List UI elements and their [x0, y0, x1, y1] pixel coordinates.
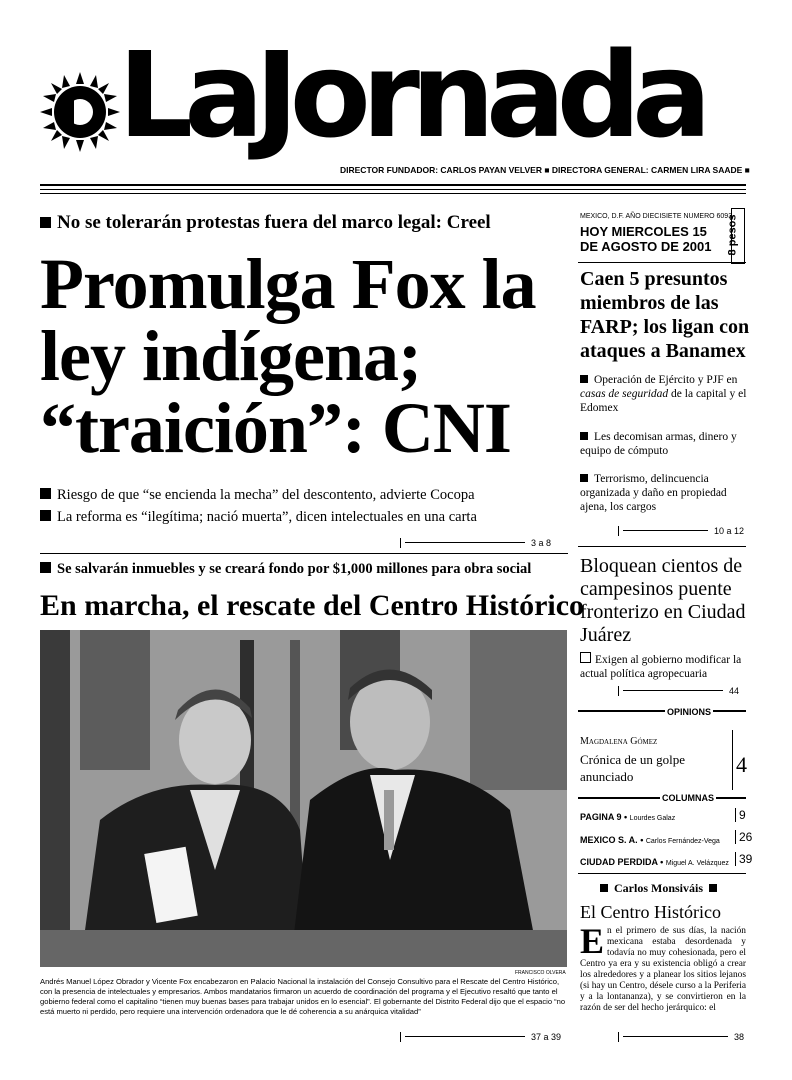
logo-wordmark: LaJornada	[118, 26, 703, 164]
bullet-square-icon	[40, 488, 51, 499]
right-divider	[578, 262, 746, 263]
column-page: 9	[735, 808, 746, 822]
opinion-label: OPINIONS	[667, 707, 712, 717]
monsivais-author: Carlos Monsiváis	[600, 881, 723, 896]
farp-page-ref[interactable]: 10 a 12	[618, 526, 744, 536]
juarez-headline: Bloquean cientos de campesinos puente fronterizo en Ciudad Juárez	[580, 555, 746, 646]
right-divider	[578, 546, 746, 547]
masthead-rule-thin	[40, 189, 746, 190]
main-bullet: La reforma es “ilegítima; nació muerta”, dicen intelectuales en una carta	[40, 509, 477, 526]
photo-credit: FRANCISCO OLVERA	[515, 970, 566, 976]
farp-bullet: Operación de Ejército y PJF en casas de seguridad de la capital y el Edomex	[580, 374, 747, 414]
main-page-ref[interactable]: 3 a 8	[400, 538, 551, 548]
juarez-page-ref[interactable]: 44	[618, 686, 739, 696]
bullet-square-icon	[709, 884, 717, 892]
column-entry[interactable]: MEXICO S. A. • Carlos Fernández-Vega	[580, 835, 720, 845]
monsivais-page-ref[interactable]: 38	[618, 1032, 744, 1042]
bullet-square-icon	[580, 432, 588, 440]
main-headline: Promulga Fox la ley indígena; “traición”: CNI	[40, 244, 536, 468]
bullet-square-icon	[40, 217, 51, 228]
section-divider	[40, 553, 568, 554]
bullet-square-icon	[40, 510, 51, 521]
rescue-kicker: Se salvarán inmuebles y se creará fondo por $1,000 millones para obra social	[40, 561, 531, 578]
rescue-page-ref[interactable]: 37 a 39	[400, 1032, 561, 1042]
farp-headline: Caen 5 presuntos miembros de las FARP; los ligan con ataques a Banamex	[580, 268, 750, 362]
monsivais-body: En el primero de sus días, la nación mexicana estaba desordenada y todavía no muy cohesionada, pero el Centro ya era y su existencia obligó a crear los alrededores y a planear los sitios lejanos (si hay un Centro, désele curso a la Periferia y a la lontananza), y se convirtieron en la razón de ser del hecho jerárquico: el	[580, 921, 746, 1013]
bullet-square-icon	[600, 884, 608, 892]
rescue-headline: En marcha, el rescate del Centro Histórico	[40, 589, 585, 622]
masthead-rule	[40, 184, 746, 186]
bullet-square-icon	[580, 474, 588, 482]
price-box: 8 pesos	[731, 208, 745, 264]
right-divider	[578, 873, 746, 874]
juarez-bullet: Exigen al gobierno modificar la actual política agropecuaria	[580, 654, 742, 680]
sun-logo-icon	[38, 70, 122, 154]
opinion-author: Magdalena Gómez	[580, 736, 658, 747]
columns-label: COLUMNAS	[662, 793, 714, 803]
opinion-page-box: 4	[732, 730, 745, 790]
opinion-title[interactable]: Crónica de un golpe anunciado	[580, 752, 686, 784]
monsivais-title: El Centro Histórico	[580, 902, 721, 922]
main-kicker: No se tolerarán protestas fuera del marco legal: Creel	[40, 212, 491, 234]
news-photo	[40, 630, 567, 967]
opinion-bar	[578, 710, 746, 719]
issue-date: HOY MIERCOLES 15 DE AGOSTO DE 2001	[580, 224, 712, 254]
main-bullet: Riesgo de que “se encienda la mecha” del descontento, advierte Cocopa	[40, 487, 475, 504]
masthead-credits: DIRECTOR FUNDADOR: CARLOS PAYAN VELVER ■ DIRECTORA GENERAL: CARMEN LIRA SAADE ■	[340, 165, 750, 175]
bullet-square-icon	[40, 562, 51, 573]
column-page: 26	[735, 830, 752, 844]
column-page: 39	[735, 852, 752, 866]
bullet-square-icon	[580, 375, 588, 383]
farp-bullet: Terrorismo, delincuencia organizada y daño en propiedad ajena, los cargos	[580, 473, 727, 513]
photo-caption: Andrés Manuel López Obrador y Vicente Fox encabezaron en Palacio Nacional la instalación del Consejo Consultivo para el Rescate del Centro Histórico, con la presencia de intelectuales y empresarios. Ambos mandatarios firmaron un acuerdo de coordinación del programa y el Ejecutivo resaltó que tanto el gobierno federal como el capitalino “tienen muy buenas bases para trabajar unidos en lo esencial”. El gobernante del Distrito Federal dijo que el espacio “no está muerto ni perdido, pero requiere una intervención ordenadora que le dé coherencia a su anárquica vitalidad”	[40, 977, 566, 1016]
masthead-rule-thin-2	[40, 193, 746, 194]
bullet-square-outline-icon	[580, 652, 591, 663]
column-entry[interactable]: CIUDAD PERDIDA • Miguel A. Velázquez	[580, 857, 729, 867]
issue-line: MEXICO, D.F. AÑO DIECISIETE NUMERO 6093	[580, 213, 733, 220]
farp-bullet: Les decomisan armas, dinero y equipo de cómputo	[580, 431, 737, 457]
column-entry[interactable]: PAGINA 9 • Lourdes Galaz	[580, 812, 676, 822]
